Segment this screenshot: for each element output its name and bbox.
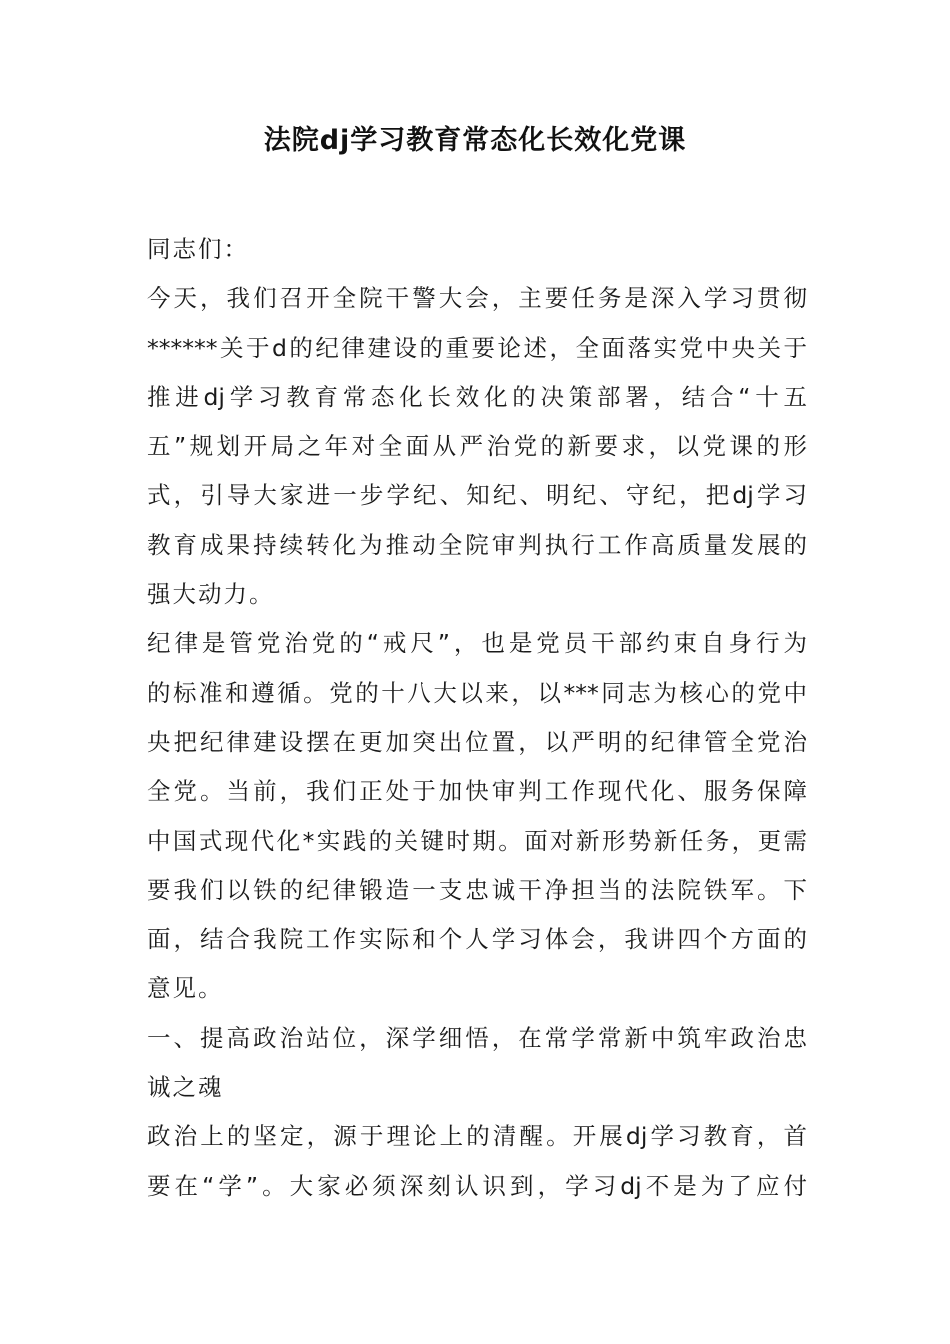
body-line: 要在“学”。大家必须深刻认识到，学习dj不是为了应付 (147, 1171, 807, 1200)
body-line: 教育成果持续转化为推动全院审判执行工作高质量发展的 (147, 530, 807, 559)
body-line: 诚之魂 (147, 1073, 224, 1102)
body-line: 政治上的坚定，源于理论上的清醒。开展dj学习教育，首 (147, 1122, 807, 1151)
body-line: 式，引导大家进一步学纪、知纪、明纪、守纪，把dj学习 (147, 481, 807, 510)
body-line: 意见。 (147, 974, 224, 1003)
body-line: 全党。当前，我们正处于加快审判工作现代化、服务保障 (147, 777, 807, 806)
document-body (147, 225, 807, 1211)
body-line: 强大动力。 (147, 580, 275, 609)
body-line: 要我们以铁的纪律锻造一支忠诚干净担当的法院铁军。下 (147, 875, 807, 904)
document-title: 法院dj学习教育常态化长效化党课 (263, 125, 687, 156)
body-line: 的标准和遵循。党的十八大以来，以***同志为核心的党中 (147, 678, 807, 707)
body-line: ******关于d的纪律建设的重要论述，全面落实党中央关于 (147, 333, 807, 362)
body-line: 五”规划开局之年对全面从严治党的新要求，以党课的形 (147, 432, 807, 461)
body-line: 央把纪律建设摆在更加突出位置，以严明的纪律管全党治 (147, 727, 807, 756)
body-line: 一、提高政治站位，深学细悟，在常学常新中筑牢政治忠 (147, 1023, 807, 1052)
body-line: 同志们： (147, 235, 249, 263)
body-line: 面，结合我院工作实际和个人学习体会，我讲四个方面的 (147, 925, 807, 954)
body-line: 中国式现代化*实践的关键时期。面对新形势新任务，更需 (147, 826, 807, 855)
body-line: 纪律是管党治党的“戒尺”，也是党员干部约束自身行为 (147, 629, 807, 658)
body-line: 推进dj学习教育常态化长效化的决策部署，结合“十五 (147, 382, 807, 411)
body-line: 今天，我们召开全院干警大会，主要任务是深入学习贯彻 (147, 284, 807, 313)
